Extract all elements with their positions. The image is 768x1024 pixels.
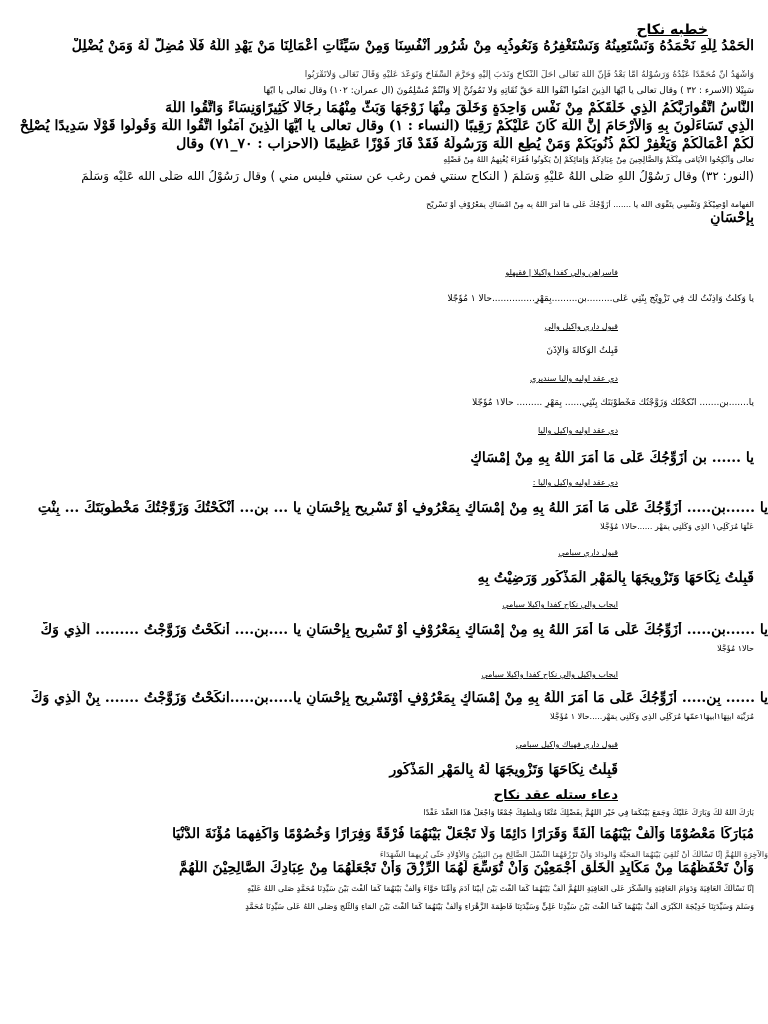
section-text: قَبِلْتُ الوَكَالَةَ وَالإِذْنَ (546, 346, 618, 356)
doa-line: وَالْآخِرَةِ اللَّهُمَّ إِنَّا نَسْأَلُكَ أَنْ تُلْقِيَ بَيْنَهُمَا الْمَحَبَّةَ وَالْوِدَادَ وَأَنْ تَرْزُقَهُمَا النَّسْلَ الصَّالِحَ مِنَ الْبَنِيْنَ وَالْأَوْلَادِ حَتَّى يُرِيهِمَا الشُّهَدَاءَ (379, 850, 768, 859)
doa-line: مُبَارَكًا مَعْصُوْمًا وَأَلِّفْ بَيْنَهُمَا أُلْفَةً وَقَرَارًا دَائِمًا وَلَا تَجْعَلْ بَيْنَهُمَا فُرْقَةً وَفِرَارًا وَخُصُوْمًا وَاكْفِهِمَا مُؤْنَةَ الدُّنْيَا (172, 826, 754, 842)
section-text: يا وَكَّلْتُ وَأَذِنْتُ لَكَ فِي تَزْوِيْجِ بِنْتِي عَلَى.........بن.........بِمَهْرِ...............حالا ١ مُؤَجَّلًا (447, 294, 754, 304)
section-text: مُرَبِّيَة ابنِهَا١ابيهَا١عمّها مُرَكِّلِي الَّذِي وَكَّلَنِي بِمَهْرٍ.....حالا ١ مُؤَجَّلًا (550, 712, 754, 721)
khutbah-line: وَأَشْهَدُ أَنَّ مُحَمَّدًا عَبْدُهُ وَرَسُوْلُهُ أَمَّا بَعْدُ فَإِنَّ اللهَ تَعَالَى أَحَلَّ النِّكَاحَ وَنَدَبَ إِلَيْهِ وَحَرَّمَ السِّفَاحَ وَتَوَعَّدَ عَلَيْهِ وَقَالَ تَعَالَى وَلَاتَقْرَبُوا (304, 70, 754, 80)
section-heading: ايجاب والي نكاح كفدا واكيلا سبامي (502, 600, 618, 609)
section-text: قَبِلْتُ نِكَاحَهَا وَتَزْوِيجَهَا لَهُ بِالْمَهْرِ الْمَذْكُورِ (389, 762, 618, 778)
section-heading: دي عقد اوليه واليا سنديري (530, 374, 618, 383)
section-text: يا ......بن..... أُزَوِّجُكَ عَلَى مَا أَمَرَ اللهُ بِهِ مِنْ إِمْسَاكٍ بِمَعْرُوفٍ أَوْ تَسْرِيحٍ بِإِحْسَانٍ يا ... بن... أَنْكَحْتُكَ وَزَوَّجْتُكَ مَخْطُوبَتَكَ ... بِنْتِ (37, 500, 768, 516)
doa-line: وَسَلَّمَ وَسَيِّدَتِنَا خَدِيْجَةَ الْكُبْرَى أَلِّفْ بَيْنَهُمَا كَمَا أَلَّفْتَ بَيْنَ سَيِّدِنَا عَلِيٍّ وَسَيِّدَتِنَا فَاطِمَةَ الزَّهْرَاءِ وَأَلِّفْ بَيْنَهُمَا كَمَا أَلَّفْتَ بَيْنَ الْمَاءِ وَالثَّلْجِ وَصَلَّى اللهُ عَلَى سَيِّدِنَا مُحَمَّدٍ (245, 902, 754, 911)
khutbah-line: سَبِيْلًا (الاسرء : ٣٢ ) وقال تعالى يا أَيُّهَا الَّذِينَ آمَنُوا اتَّقُوا اللَّهَ حَقَّ تُقَاتِهِ وَلَا تَمُوتُنَّ إِلَّا وَأَنْتُمْ مُسْلِمُونَ (آل عمران: ١٠٢) وقال تعالى يا أَيُّهَا (263, 86, 754, 96)
khutbah-line: النَّاسُ اتَّقُوارَبَّكُمُ الَّذِي خَلَقَكُمْ مِنْ نَفْسٍ وَاحِدَةٍ وَخَلَقَ مِنْهَا زَوْجَهَا وَبَثَّ مِنْهُمَا رِجَالًا كَثِيرًاوَنِسَاءً وَاتَّقُوا اللَّهَ (165, 100, 754, 116)
section-heading: دي عقد اوليه واكيل واليا : (532, 478, 618, 487)
section-text: يا ......بن..... أُزَوِّجُكَ عَلَى مَا أَمَرَ اللهُ بِهِ مِنْ إِمْسَاكٍ بِمَعْرُوْفٍ أَوْ تَسْرِيحٍ بِإِحْسَانٍ يا ....بن.... أَنكَحْتُ وَزَوَّجْتُ ......... الَّذِي وَكَّ (40, 622, 768, 638)
section-heading: فاسراهن والي كفدا واكيلا | فقيهلو (505, 268, 618, 277)
section-heading: دي عقد اوليه واكيل واليا (538, 426, 618, 435)
khutbah-line: الْحَمْدُ لِلَّهِ نَحْمَدُهُ وَنَسْتَعِينُهُ وَنَسْتَغْفِرُهُ وَنَعُوذُبِه مِنْ شُرُورِ أَنْفُسِنَا وَمِنْ سَيِّئَاتِ أَعْمَالِنَا مَنْ يَهْدِ اللَّهُ فَلَا مُضِلَّ لَهُ وَمَنْ يُضْلِلْ (71, 38, 754, 54)
section-text: يا ...... بِن..... أُزَوِّجُكَ عَلَى مَا أَمَرَ اللَّهُ بِهِ مِنْ إِمْسَاكٍ بِمَعْرُوْفٍ أَوْتَسْرِيحٍ بِإِحْسَانٍ يا.....بن.....انكَحْتُ وَزَوَّجْتُ ....... بِنْ الَّذِي وَكَّ (30, 690, 768, 706)
section-heading: ايجاب واكيل والي نكاح كفدا واكيلا سبامي (481, 670, 618, 679)
khutbah-line: الَّذِي تَسَاءَلُونَ بِهِ وَالْأَرْحَامَ إِنَّ اللَّهَ كَانَ عَلَيْكُمْ رَقِيبًا (النساء : ١) وقال تعالى يا أَيُّهَا الَّذِينَ آمَنُوا اتَّقُوا اللَّهَ وَقُولُوا قَوْلًا سَدِيدًا يُصْلِحْ (19, 118, 754, 134)
section-heading: قبول داري فهباك واكيل سبامي (515, 740, 618, 749)
section-heading: قبول داري سبامي (558, 548, 618, 557)
section-text: يا.......بن....... أَنْكَحْتُكَ وَزَوَّجْتُكَ مَخْطُوْبَتَكَ بِنْتِي...... بِمَهْرٍ ......... حالا١ مُؤَجَّلًا (472, 398, 754, 408)
section-heading: قبول داري واكيل والي (544, 322, 618, 331)
khutbah-line: لَكُمْ أَعْمَالَكُمْ وَيَغْفِرْ لَكُمْ ذُنُوبَكُمْ وَمَنْ يُطِعِ اللَّهَ وَرَسُولَهُ فَقَدْ فَازَ فَوْزًا عَظِيمًا (الاحزاب : ٧٠_٧١) وقال (176, 136, 754, 152)
section-text: قَبِلْتُ نِكَاحَهَا وَتَزْوِيجَهَا بِالْمَهْرِ الْمَذْكُورِ وَرَضِيْتُ بِهِ (477, 570, 754, 586)
doa-line: إِنَّا نَسْأَلُكَ الْعَافِيَةَ وَدَوَامَ الْعَافِيَةِ وَالشُّكْرَ عَلَى الْعَافِيَةِ اللَّهُمَّ أَلِّفْ بَيْنَهُمَا كَمَا أَلَّفْتَ بَيْنَ أَبِيْنَا آدَمَ وَأُمِّنَا حَوَّاءَ وَأَلِّفْ بَيْنَهُمَا كَمَا أَلَّفْتَ بَيْنَ سَيِّدِنَا مُحَمَّدٍ صَلَّى اللهُ عَلَيْهِ (247, 884, 754, 893)
section-text: يا ...... بن أُزَوِّجُكَ عَلَى مَا أَمَرَ اللَّهُ بِهِ مِنْ إِمْسَاكٍ (470, 450, 754, 466)
doa-line: بَارَكَ اللهُ لَكَ وَبَارَكَ عَلَيْكَ وَجَمَعَ بَيْنَكُمَا فِي خَيْرٍ اللَّهُمَّ بِفَضْلِكَ مُتْعًا وَبِلُطْفِكَ جُمْعًا وَاجْعَلْ هَذَا الْعَقْدَ عَقْدًا (423, 808, 754, 817)
khutbah-line: (النور: ٣٢) وقال رَسُوْلُ اللهِ صَلَّى اللهُ عَلَيْهِ وَسَلَّمَ ( النكاح سنتي فمن رغب عن سنتي فليس مني ) وقال رَسُوْلُ الله صَلَّى الله عَلَيْه وَسَلَّمَ (81, 170, 754, 183)
document-title: خطبه نكاح (636, 22, 708, 38)
doa-heading: دعاء ستله عقد نكاح (493, 788, 618, 803)
section-text: عَنْهَا مُرَكِّلِي١ الَّذِي وَكَّلَنِي بِمَهْرِ ......حالا١ مُؤَجَّلًا (600, 522, 754, 531)
khutbah-line: تعالى وَأَنْكِحُوا الْأَيَامَى مِنْكُمْ وَالصَّالِحِينَ مِنْ عِبَادِكُمْ وَإِمَائِكُمْ إِنْ يَكُونُوا فُقَرَاءَ يُغْنِهِمُ اللَّهُ مِنْ فَضْلِهِ (443, 155, 754, 164)
khutbah-line: بِإِحْسَانٍ (710, 210, 754, 226)
section-text: حالا١ مُؤَجَّلًا (717, 644, 754, 653)
doa-line: وَأَنْ تَحْفَظَهُمَا مِنْ مَكَايِدِ الْخَلْقِ أَجْمَعِيْنَ وَأَنْ تُوَسِّعَ لَهُمَا الرِّزْقَ وَأَنْ تَجْعَلَهُمَا مِنْ عِبَادِكَ الصَّالِحِيْنَ اللَّهُمَّ (179, 860, 754, 876)
khutbah-line: الفهامة أُوْصِيْكُمْ وَنَفْسِي بِتَقْوَى الله يا ....... أُزَوِّجُكَ عَلَى مَا أَمَرَ اللهُ بِه مِنْ امْسَاكٍ بِمَعْرُوْفٍ أَوْ تَسْرِيْحٍ (426, 200, 754, 209)
